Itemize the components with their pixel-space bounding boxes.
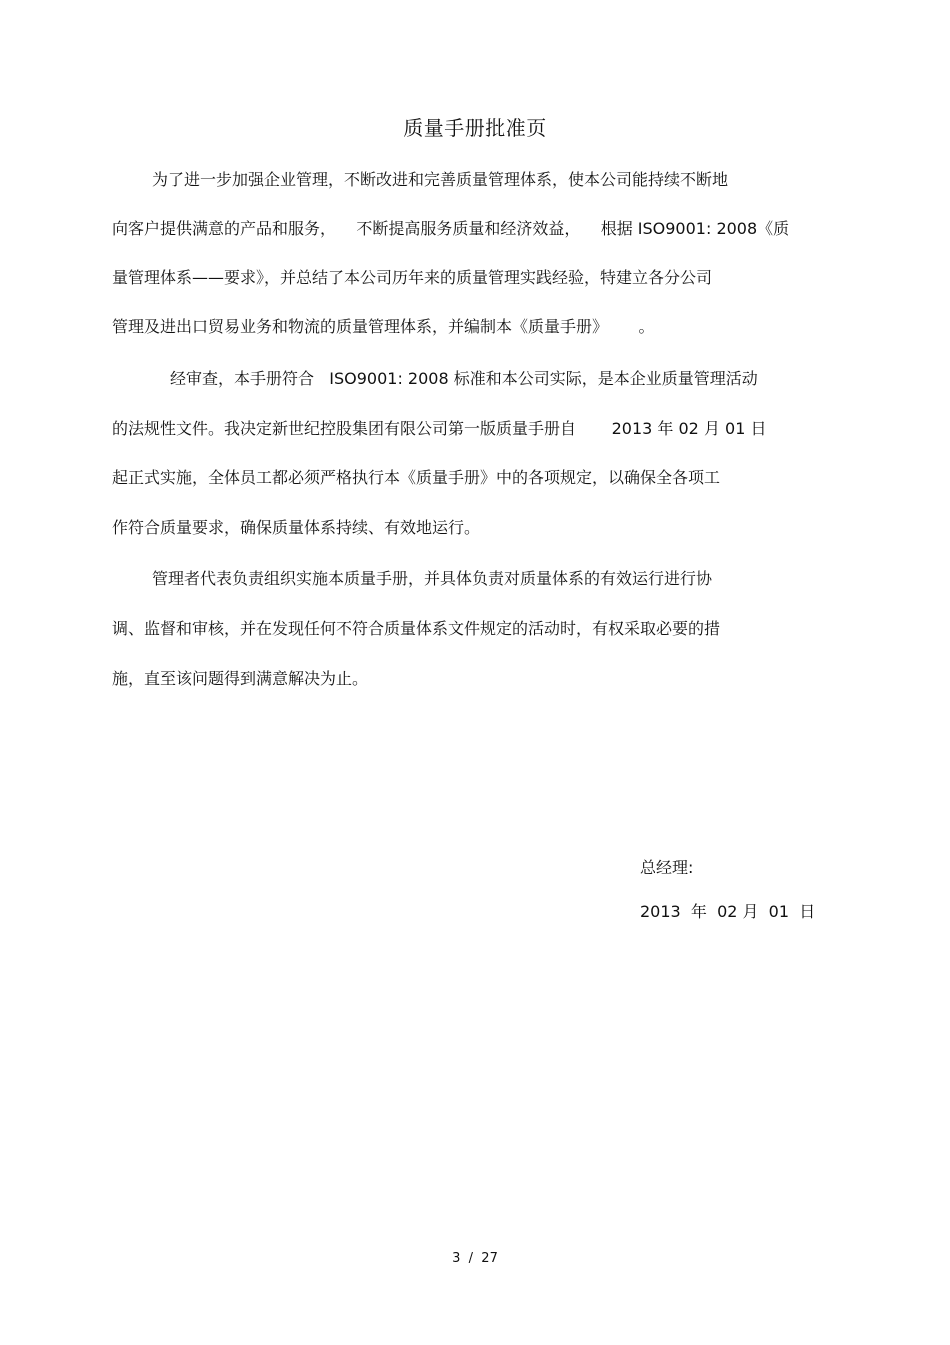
paragraph-2-line-1: 经审查，本手册符合 ISO9001: 2008 标准和本公司实际，是本企业质量管理活动 (170, 369, 758, 388)
paragraph-2-line-2: 的法规性文件。我决定新世纪控股集团有限公司第一版质量手册自 2013 年 02 月 01 日 (112, 419, 767, 438)
paragraph-1-line-3: 量管理体系——要求》，并总结了本公司历年来的质量管理实践经验，特建立各分公司 (112, 268, 713, 287)
paragraph-2-line-3: 起正式实施，全体员工都必须严格执行本《质量手册》中的各项规定，以确保全各项工 (112, 468, 721, 487)
signature-date: 2013 年 02 月 01 日 (640, 902, 816, 921)
page-title: 质量手册批准页 (403, 116, 547, 140)
page-number: 3 / 27 (452, 1251, 498, 1266)
paragraph-1-line-2: 向客户提供满意的产品和服务， 不断提高服务质量和经济效益， 根据 ISO9001: 2008《质 (112, 219, 790, 238)
paragraph-3-line-2: 调、监督和审核，并在发现任何不符合质量体系文件规定的活动时，有权采取必要的措 (112, 619, 721, 638)
paragraph-3-line-3: 施，直至该问题得到满意解决为止。 (112, 669, 369, 688)
paragraph-2-line-4: 作符合质量要求，确保质量体系持续、有效地运行。 (112, 518, 481, 537)
signature-label: 总经理: (640, 858, 694, 877)
paragraph-1-line-1: 为了进一步加强企业管理，不断改进和完善质量管理体系，使本公司能持续不断地 (152, 170, 729, 189)
paragraph-3-line-1: 管理者代表负责组织实施本质量手册，并具体负责对质量体系的有效运行进行协 (152, 569, 713, 588)
paragraph-1-line-4: 管理及进出口贸易业务和物流的质量管理体系，并编制本《质量手册》 。 (112, 317, 655, 336)
